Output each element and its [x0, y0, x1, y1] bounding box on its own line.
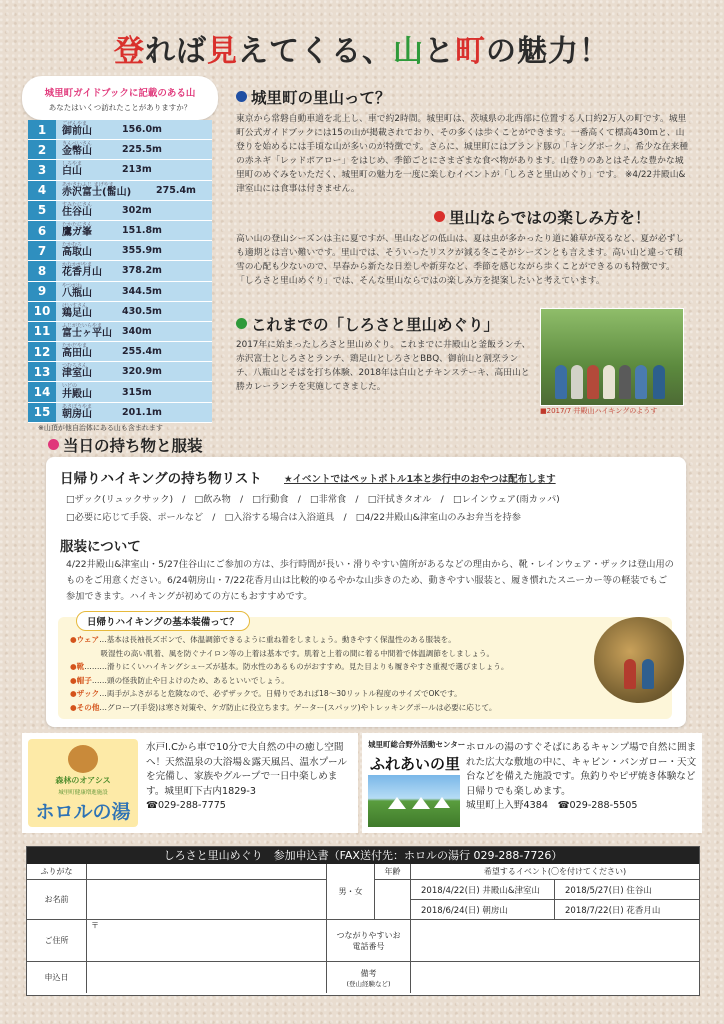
- belongings-box: [46, 457, 686, 727]
- mountain-ruby: けいすさん: [62, 302, 88, 309]
- mountain-row: [28, 382, 212, 402]
- headline-part: の魅力！: [486, 34, 610, 69]
- mountain-cell: [56, 362, 212, 381]
- horoll-phone: ☎029-288-7775: [146, 800, 226, 811]
- tent-icon: [388, 797, 406, 809]
- hiker-figure: [603, 365, 615, 399]
- mountain-name: 金幣山: [62, 146, 92, 158]
- mountain-height: 430.5m: [122, 305, 162, 317]
- mountain-row: [28, 221, 212, 241]
- equipment-item: [70, 701, 590, 715]
- mountain-number: 11: [28, 322, 56, 341]
- logo-subtitle: 森林のオアシス: [55, 776, 111, 785]
- camp-org-name: 城里町総合野外活動センター: [368, 740, 466, 749]
- mountain-height: 302m: [122, 204, 152, 216]
- section-title-satoyama: [236, 86, 391, 108]
- mountain-cell: [56, 181, 212, 200]
- equipment-key: ●帽子: [70, 675, 92, 685]
- equipment-key: ●ウェア: [70, 635, 100, 644]
- hiker-figure: [587, 365, 599, 399]
- mountain-cell: [56, 221, 212, 240]
- mountain-name: 住谷山: [62, 206, 92, 218]
- section-body-enjoy: 高い山の登山シーズンは主に夏ですが、里山などの低山は、夏は虫が多かったり道に雑草が茂るなど、夏が必ずしも適期とは言い難いです。里山では、そういったリスクが減る冬こそがシーズンとも言えます。高い山と違って積雪の心配も少ないので、早春から新たな日差しや新芽など、季節を感じながら歩くことができるのも特徴です。「しろさと里山めぐり」では、そんな里山ならではの楽しみ方を提案したいと考えています。: [236, 234, 685, 286]
- mountain-table-note: ※山頂が他自治体にある山も含まれます: [38, 424, 163, 432]
- mountain-cell: [56, 382, 212, 401]
- mountain-cell: [56, 342, 212, 361]
- mountain-height: 156.0m: [122, 124, 162, 136]
- mountain-height: 201.1m: [122, 406, 162, 418]
- hiking-group-photo: [540, 308, 684, 406]
- mountain-number: 9: [28, 282, 56, 301]
- equipment-item: [70, 660, 590, 674]
- mountain-cell: [56, 302, 212, 321]
- mountain-height: 355.9m: [122, 245, 162, 257]
- remarks-label-sub: (登山経験など): [346, 979, 391, 988]
- basic-equipment-label: 日帰りハイキングの基本装備って？: [76, 611, 250, 631]
- section-title-text: 当日の持ち物と服装: [63, 437, 203, 455]
- headline-part: 町: [455, 34, 486, 69]
- green-dot-icon: [236, 318, 247, 329]
- mountain-row: [28, 261, 212, 281]
- mountain-row: [28, 160, 212, 180]
- mountain-row: [28, 201, 212, 221]
- mountain-number: 3: [28, 160, 56, 179]
- hiker-figure: [653, 365, 665, 399]
- name-field[interactable]: [87, 880, 327, 920]
- mountain-name: 津室山: [62, 368, 92, 380]
- mountain-ruby: やつがね: [62, 282, 83, 289]
- mountain-row: [28, 120, 212, 140]
- form-header: しろさと里山めぐり 参加申込書（FAX送付先：ホロルの湯行 029-288-7726）: [27, 847, 699, 864]
- mountain-cell: [56, 403, 212, 422]
- guide-bubble: [22, 76, 218, 120]
- mountain-name: 八瓶山: [62, 287, 92, 299]
- tent-icon: [412, 797, 430, 809]
- mountain-name: 白山: [62, 166, 82, 178]
- phone-field[interactable]: [411, 920, 699, 962]
- mountain-row: [28, 241, 212, 261]
- mountain-row: [28, 342, 212, 362]
- headline-part: れば: [145, 34, 207, 69]
- horoll-text: 水戸I.Cから車で10分で大自然の中の癒し空間へ！天然温泉の大浴場＆露天風呂、温水プールを完備し、家族やグループで一日中楽しめます。城里町下古内1829-3: [146, 742, 347, 797]
- headline-part: 見: [207, 34, 238, 69]
- mountain-row: [28, 282, 212, 302]
- event-choice-header: 希望するイベント(〇を付けてください): [411, 864, 699, 880]
- equipment-item: [70, 674, 590, 688]
- mountain-number: 13: [28, 362, 56, 381]
- list-title: 日帰りハイキングの持ち物リスト: [60, 471, 262, 487]
- equipment-text: ……頭の怪我防止や日よけのため、あるといいでしょう。: [91, 675, 289, 685]
- basic-equipment-list: [70, 633, 590, 714]
- section-title-text: これまでの「しろさと里山めぐり」: [251, 316, 500, 334]
- mountain-number: 7: [28, 241, 56, 260]
- equipment-text: …両手がふさがると危険なので、必ずザックで。日帰りであれば18～30リットル程度のサイズでOKです。: [99, 689, 462, 698]
- mountain-table: [28, 120, 212, 423]
- section-title-belongings: [48, 434, 203, 456]
- camp-description: [466, 741, 698, 814]
- hiker-figure: [555, 365, 567, 399]
- event-option-2[interactable]: 2018/5/27(日) 住谷山: [555, 880, 699, 900]
- mountain-cell: [56, 160, 212, 179]
- gender-field[interactable]: 男・女: [327, 864, 375, 920]
- equipment-key: ●その他: [70, 702, 100, 712]
- camp-name: ふれあいの里: [370, 755, 461, 773]
- address-field[interactable]: 〒: [87, 920, 327, 962]
- headline-part: えてくる、: [238, 34, 393, 69]
- hiker-figure: [642, 659, 654, 689]
- mountain-number: 12: [28, 342, 56, 361]
- equipment-key: ●靴: [70, 662, 85, 671]
- mountain-cell: [56, 282, 212, 301]
- mountain-ruby: しろやま: [62, 161, 83, 168]
- photo-caption: ■2017/7 井殿山ハイキングのようす: [540, 407, 658, 415]
- mountain-cell: [56, 120, 212, 139]
- equipment-text: …グローブ(手袋)は寒さ対策や、ケガ防止に役立ちます。ゲーター(スパッツ)やトレッキングポールは必要に応じて。: [99, 702, 497, 712]
- mountain-number: 10: [28, 302, 56, 321]
- mountain-ruby: いどの: [62, 383, 78, 390]
- mountain-name: 御前山: [62, 126, 92, 138]
- mountain-height: 320.9m: [122, 366, 162, 378]
- logo-subtitle-2: 城里町健康増進施設: [58, 790, 108, 796]
- mountain-cell: [56, 261, 212, 280]
- mountain-ruby: たかだやま: [62, 343, 88, 350]
- camp-address: 城里町上入野4384: [466, 800, 548, 811]
- mountain-cell: [56, 241, 212, 260]
- section-title-enjoy: [434, 206, 650, 228]
- name-label: お名前: [27, 880, 87, 920]
- mountain-name: 高取山: [62, 247, 92, 259]
- mountain-number: 5: [28, 201, 56, 220]
- mountain-ruby: たかたにさん: [62, 221, 93, 228]
- mountain-row: [28, 322, 212, 342]
- phone-label: つながりやすいお電話番号: [327, 920, 411, 962]
- age-field[interactable]: [375, 880, 411, 920]
- date-field[interactable]: [87, 962, 327, 993]
- hiker-figure: [635, 365, 647, 399]
- horoll-logo: [28, 739, 138, 827]
- horoll-description: [146, 741, 352, 814]
- mountain-number: 15: [28, 403, 56, 422]
- mountain-number: 4: [28, 181, 56, 200]
- address-label: ご住所: [27, 920, 87, 962]
- age-label: 年齢: [375, 864, 411, 880]
- date-label: 申込日: [27, 962, 87, 993]
- clothing-title: 服装について: [60, 539, 141, 555]
- camp-phone: ☎029-288-5505: [557, 800, 638, 811]
- section-body-satoyama: 東京から常磐自動車道を北上し、車で約2時間。城里町は、茨城県の北西部に位置する人口約2万人の町です。城里町公式ガイドブックには15の山が掲載されており、その多くは歩くことができます。一番高くて標高430ｍと、山登りを始めるには手頃な山が多いのが特徴です。さらに、城里町にはブランド豚の「キングポーク」、希少な在来種の赤ネギ「レッドポアロー」をはじめ、季節ごとにさまざまな食べ物があります。山登りのあとはそんな豊かな城里町のめぐみをいただく、城里町の魅力を一度に楽しむイベントが「しろさと里山めぐり」です。 ※4/22井殿山&津室山には食事は付きません。: [236, 114, 689, 194]
- section-title-text: 城里町の里山って？: [251, 89, 391, 107]
- furigana-label: ふりがな: [27, 864, 87, 880]
- mountain-height: 255.4m: [122, 346, 162, 358]
- mountain-number: 6: [28, 221, 56, 240]
- hiker-figure: [624, 659, 636, 689]
- owl-mascot-icon: [68, 745, 98, 773]
- mountain-name: 鶏足山: [62, 307, 92, 319]
- event-option-3[interactable]: 2018/6/24(日) 朝房山: [411, 900, 555, 920]
- camp-text: ホロルの湯のすぐそばにあるキャンプ場で自然に囲まれた広大な敷地の中に、キャビン・バンガロー・天文台などを備えた施設です。魚釣りやピザ焼き体験など日帰りでも楽しめます。: [466, 742, 697, 797]
- pink-dot-icon: [48, 439, 59, 450]
- mountain-name: 井殿山: [62, 388, 92, 400]
- remarks-field[interactable]: [411, 962, 699, 993]
- section-title-text: 里山ならではの楽しみ方を！: [449, 209, 651, 227]
- mountain-height: 225.5m: [122, 144, 162, 156]
- mountain-name: 高田山: [62, 348, 92, 360]
- mountain-number: 8: [28, 261, 56, 280]
- hiker-figure: [619, 365, 631, 399]
- equipment-text: ………滑りにくいハイキングシューズが基本。防水性のあるものがおすすめ。見た目よりも履きやすさ重視で選びましょう。: [84, 662, 509, 671]
- mountain-height: 151.8m: [122, 225, 162, 237]
- headline-part: と: [424, 34, 455, 69]
- equipment-item: [70, 633, 590, 647]
- mountain-height: 344.5m: [122, 285, 162, 297]
- mountain-number: 14: [28, 382, 56, 401]
- checklist-line-2: □必要に応じて手袋、ポールなど / □入浴する場合は入浴道具 / □4/22井殿山&津室山のみお弁当を持参: [66, 512, 521, 523]
- mountain-name: 朝房山: [62, 408, 92, 420]
- clothing-body: 4/22井殿山&津室山・5/27住谷山にご参加の方は、歩行時間が長い・滑りやすい箇所があるなどの理由から、靴・レインウェア・ザックは登山用のものをご用意ください。6/24朝房山・7/22花香月山は比較的ゆるやかな山歩きのため、動きやすい服装と、履き慣れたスニーカー等の軽装でもご参加できます。ハイキングが初めての方にもおすすめです。: [66, 559, 674, 602]
- mountain-ruby: ごぜんやま: [62, 121, 88, 127]
- mountain-cell: [56, 140, 212, 159]
- remarks-label: [327, 962, 411, 993]
- equipment-item: [70, 687, 590, 701]
- mountain-ruby: ふじがたいらやま: [62, 322, 103, 329]
- blue-dot-icon: [236, 91, 247, 102]
- hotel-card-horoll: [22, 733, 358, 833]
- mountain-height: 315m: [122, 386, 152, 398]
- guide-title: 城里町ガイドブックに記載のある山: [44, 88, 196, 99]
- event-option-1[interactable]: 2018/4/22(日) 井殿山&津室山: [411, 880, 555, 900]
- mountain-name: 花香月山: [62, 267, 102, 279]
- mountain-number: 1: [28, 120, 56, 139]
- mountain-row: [28, 362, 212, 382]
- trail-hikers-photo: [594, 617, 684, 703]
- campsite-photo: [368, 775, 460, 827]
- camp-card-fureai: [362, 733, 702, 833]
- mountain-ruby: つむろさん: [62, 363, 88, 370]
- list-note: ★イベントではペットボトル1本と歩行中のおやつは配布します: [284, 474, 556, 485]
- guide-subtitle: あなたはいくつ訪れたことがありますか？: [48, 103, 192, 112]
- equipment-key: ●ザック: [70, 689, 100, 698]
- headline-part: 山: [393, 34, 424, 69]
- equipment-item: [70, 647, 590, 661]
- remarks-label-text: 備考: [360, 968, 377, 978]
- mountain-ruby: すみたにさん: [62, 201, 93, 208]
- mountain-height: 340m: [122, 325, 152, 337]
- application-form: [26, 846, 700, 996]
- basic-equipment-box: [58, 617, 672, 719]
- checklist-line-1: □ザック(リュックサック) / □飲み物 / □行動食 / □非常食 / □汗拭きタオル / □レインウェア(雨カッパ): [66, 494, 560, 505]
- mountain-list-panel: [22, 76, 218, 421]
- mountain-ruby: かなかがやま: [62, 262, 93, 269]
- red-dot-icon: [434, 211, 445, 222]
- section-body-history: 2017年に始まったしろさと里山めぐり。これまでに井殿山と釜飯ランチ、赤沢富士としろさとランチ、鶏足山としろさとBBQ、御前山と割烹ランチ、八瓶山とそばを打ち体験、2018年は白山とチキンステーキ、高田山と勝カレーランチを実施してきました。: [236, 340, 531, 392]
- mountain-ruby: あさぼうやま: [62, 403, 93, 410]
- tent-icon: [434, 797, 450, 808]
- section-title-history: [236, 313, 499, 335]
- logo-name: ホロルの湯: [35, 801, 131, 823]
- mountain-cell: [56, 201, 212, 220]
- mountain-row: [28, 302, 212, 322]
- mountain-row: [28, 403, 212, 423]
- mountain-cell: [56, 322, 212, 341]
- page-headline: [0, 26, 724, 70]
- mountain-ruby: きんぺいさん: [62, 141, 92, 148]
- mountain-height: 275.4m: [156, 184, 196, 196]
- equipment-text: 吸湿性の高い肌着、風を防ぐナイロン等の上着は基本です。肌着と上着の間に着る中間着で体温調節をしましょう。: [70, 648, 495, 658]
- furigana-field[interactable]: [87, 864, 327, 880]
- mountain-ruby: たかむろ: [62, 242, 83, 249]
- mountain-height: 378.2m: [122, 265, 162, 277]
- equipment-text: …基本は長袖長ズボンで、体温調節できるように重ね着をしましょう。動きやすく保温性のある服装を。: [99, 635, 456, 644]
- mountain-ruby: あかさわふじ まげやま: [62, 181, 114, 188]
- mountain-height: 213m: [122, 164, 152, 176]
- mountain-row: [28, 140, 212, 160]
- mountain-number: 2: [28, 140, 56, 159]
- mountain-name: 富士ヶ平山: [62, 327, 112, 339]
- hiker-figure: [571, 365, 583, 399]
- mountain-name: 鷹ガ峯: [62, 227, 92, 239]
- mountain-row: [28, 181, 212, 201]
- mountain-name: 赤沢富士(髷山): [62, 186, 132, 198]
- headline-part: 登: [114, 34, 145, 69]
- event-option-4[interactable]: 2018/7/22(日) 花香月山: [555, 900, 699, 920]
